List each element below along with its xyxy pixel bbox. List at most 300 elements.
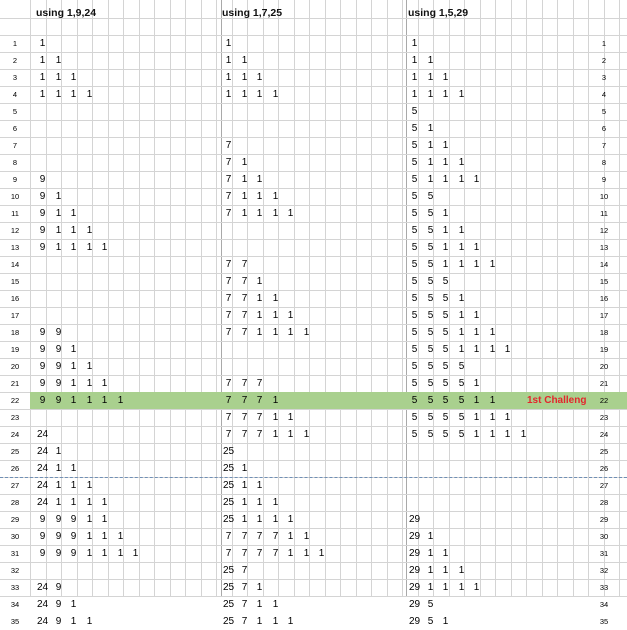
cell-value: 1 <box>272 616 279 627</box>
row-number: 19 <box>599 345 609 354</box>
cell-value: 1 <box>256 208 263 219</box>
cell-value: 5 <box>442 429 449 440</box>
cell-value: 9 <box>39 395 46 406</box>
cell-value: 1 <box>458 344 465 355</box>
grid-line <box>216 0 217 597</box>
row-number: 23 <box>10 413 20 422</box>
row-number: 28 <box>599 498 609 507</box>
cell-value: 9 <box>39 208 46 219</box>
row-number: 34 <box>599 600 609 609</box>
cell-value: 1 <box>427 548 434 559</box>
cell-value: 1 <box>427 157 434 168</box>
cell-value: 1 <box>225 38 232 49</box>
grid-line <box>0 273 627 274</box>
row-number: 7 <box>12 141 18 150</box>
row-number: 27 <box>599 481 609 490</box>
cell-value: 5 <box>427 378 434 389</box>
row-number: 33 <box>599 583 609 592</box>
cell-value: 5 <box>442 327 449 338</box>
cell-value: 1 <box>55 242 62 253</box>
cell-value: 1 <box>442 72 449 83</box>
cell-value: 1 <box>303 531 310 542</box>
cell-value: 5 <box>411 395 418 406</box>
cell-value: 9 <box>39 225 46 236</box>
cell-value: 7 <box>225 259 232 270</box>
cell-value: 9 <box>39 531 46 542</box>
cell-value: 1 <box>272 514 279 525</box>
row-number: 35 <box>10 617 20 626</box>
cell-value: 7 <box>225 174 232 185</box>
cell-value: 1 <box>287 327 294 338</box>
cell-value: 1 <box>55 208 62 219</box>
cell-value: 5 <box>427 191 434 202</box>
cell-value: 1 <box>256 174 263 185</box>
cell-value: 7 <box>256 395 263 406</box>
cell-value: 7 <box>241 429 248 440</box>
row-number: 24 <box>599 430 609 439</box>
cell-value: 1 <box>256 89 263 100</box>
row-number: 34 <box>10 600 20 609</box>
grid-line <box>588 0 589 597</box>
cell-value: 7 <box>241 378 248 389</box>
cell-value: 9 <box>39 242 46 253</box>
cell-value: 5 <box>411 191 418 202</box>
cell-value: 1 <box>55 480 62 491</box>
grid-line <box>619 0 620 597</box>
cell-value: 5 <box>427 310 434 321</box>
cell-value: 9 <box>39 361 46 372</box>
cell-value: 5 <box>427 361 434 372</box>
grid-line <box>0 307 627 308</box>
grid-line <box>0 120 627 121</box>
row-number: 20 <box>599 362 609 371</box>
row-number: 5 <box>12 107 18 116</box>
grid-line <box>0 35 627 36</box>
cell-value: 1 <box>70 242 77 253</box>
cell-value: 1 <box>473 259 480 270</box>
cell-value: 1 <box>458 157 465 168</box>
cell-value: 5 <box>442 361 449 372</box>
row-number: 31 <box>10 549 20 558</box>
cell-value: 1 <box>256 293 263 304</box>
row-number: 25 <box>599 447 609 456</box>
cell-value: 29 <box>408 548 421 559</box>
cell-value: 25 <box>222 514 235 525</box>
grid-line <box>480 0 481 597</box>
cell-value: 1 <box>272 293 279 304</box>
cell-value: 5 <box>442 293 449 304</box>
cell-value: 1 <box>225 55 232 66</box>
row-number: 3 <box>601 73 607 82</box>
cell-value: 5 <box>427 327 434 338</box>
cell-value: 1 <box>256 191 263 202</box>
cell-value: 1 <box>70 463 77 474</box>
cell-value: 1 <box>458 89 465 100</box>
cell-value: 1 <box>70 89 77 100</box>
grid-line <box>511 0 512 597</box>
grid-line <box>542 0 543 597</box>
cell-value: 1 <box>70 480 77 491</box>
cell-value: 5 <box>411 157 418 168</box>
cell-value: 1 <box>86 531 93 542</box>
cell-value: 1 <box>256 497 263 508</box>
cell-value: 5 <box>427 242 434 253</box>
cell-value: 1 <box>70 72 77 83</box>
cell-value: 5 <box>411 344 418 355</box>
row-number: 18 <box>599 328 609 337</box>
cell-value: 7 <box>225 293 232 304</box>
cell-value: 1 <box>86 480 93 491</box>
row-number: 19 <box>10 345 20 354</box>
cell-value: 1 <box>272 327 279 338</box>
cell-value: 1 <box>241 157 248 168</box>
cell-value: 1 <box>473 327 480 338</box>
cell-value: 5 <box>442 412 449 423</box>
row-number: 21 <box>10 379 20 388</box>
cell-value: 1 <box>256 72 263 83</box>
grid-line <box>573 0 574 597</box>
grid-line <box>371 0 372 597</box>
cell-value: 1 <box>287 548 294 559</box>
cell-value: 5 <box>458 412 465 423</box>
cell-value: 5 <box>427 429 434 440</box>
cell-value: 1 <box>287 412 294 423</box>
cell-value: 7 <box>225 157 232 168</box>
cell-value: 7 <box>225 531 232 542</box>
cell-value: 1 <box>489 327 496 338</box>
cell-value: 7 <box>225 395 232 406</box>
cell-value: 9 <box>39 344 46 355</box>
cell-value: 25 <box>222 446 235 457</box>
cell-value: 5 <box>458 429 465 440</box>
cell-value: 1 <box>411 55 418 66</box>
cell-value: 7 <box>225 208 232 219</box>
cell-value: 7 <box>272 531 279 542</box>
grid-line <box>495 0 496 597</box>
cell-value: 7 <box>241 310 248 321</box>
cell-value: 1 <box>427 565 434 576</box>
cell-value: 1 <box>70 497 77 508</box>
cell-value: 7 <box>225 276 232 287</box>
row-number: 16 <box>10 294 20 303</box>
grid-line <box>356 0 357 597</box>
cell-value: 1 <box>55 191 62 202</box>
cell-value: 5 <box>411 378 418 389</box>
cell-value: 7 <box>225 548 232 559</box>
cell-value: 7 <box>256 429 263 440</box>
cell-value: 9 <box>55 616 62 627</box>
cell-value: 1 <box>489 412 496 423</box>
cell-value: 1 <box>473 429 480 440</box>
cell-value: 1 <box>55 497 62 508</box>
cell-value: 1 <box>303 548 310 559</box>
row-number: 14 <box>10 260 20 269</box>
grid-line <box>0 205 627 206</box>
cell-value: 1 <box>458 259 465 270</box>
grid-line <box>309 0 310 597</box>
cell-value: 1 <box>86 242 93 253</box>
cell-value: 1 <box>442 582 449 593</box>
row-number: 24 <box>10 430 20 439</box>
cell-value: 1 <box>473 395 480 406</box>
row-number: 1 <box>12 39 18 48</box>
cell-value: 5 <box>427 208 434 219</box>
row-number: 6 <box>601 124 607 133</box>
cell-value: 1 <box>442 174 449 185</box>
cell-value: 1 <box>287 616 294 627</box>
cell-value: 1 <box>241 191 248 202</box>
cell-value: 29 <box>408 616 421 627</box>
cell-value: 1 <box>101 514 108 525</box>
cell-value: 1 <box>287 310 294 321</box>
cell-value: 7 <box>241 327 248 338</box>
cell-value: 1 <box>86 548 93 559</box>
cell-value: 7 <box>241 599 248 610</box>
row-number: 3 <box>12 73 18 82</box>
cell-value: 24 <box>36 429 49 440</box>
cell-value: 5 <box>427 225 434 236</box>
cell-value: 1 <box>101 548 108 559</box>
cell-value: 1 <box>458 225 465 236</box>
row-number: 22 <box>10 396 20 405</box>
cell-value: 7 <box>225 140 232 151</box>
row-number: 26 <box>599 464 609 473</box>
cell-value: 1 <box>272 208 279 219</box>
cell-value: 9 <box>55 395 62 406</box>
cell-value: 7 <box>225 412 232 423</box>
cell-value: 7 <box>272 548 279 559</box>
cell-value: 24 <box>36 616 49 627</box>
cell-value: 5 <box>442 276 449 287</box>
row-number: 12 <box>599 226 609 235</box>
cell-value: 24 <box>36 463 49 474</box>
cell-value: 9 <box>55 531 62 542</box>
cell-value: 7 <box>256 531 263 542</box>
cell-value: 1 <box>256 514 263 525</box>
grid-line <box>557 0 558 597</box>
cell-value: 5 <box>411 123 418 134</box>
cell-value: 1 <box>86 378 93 389</box>
cell-value: 1 <box>241 89 248 100</box>
cell-value: 1 <box>473 310 480 321</box>
cell-value: 25 <box>222 463 235 474</box>
cell-value: 1 <box>458 310 465 321</box>
cell-value: 7 <box>225 327 232 338</box>
row-number: 15 <box>599 277 609 286</box>
cell-value: 1 <box>272 599 279 610</box>
cell-value: 5 <box>411 208 418 219</box>
cell-value: 1 <box>256 276 263 287</box>
cell-value: 1 <box>287 429 294 440</box>
cell-value: 1 <box>504 344 511 355</box>
row-number: 10 <box>599 192 609 201</box>
cell-value: 1 <box>504 412 511 423</box>
cell-value: 5 <box>427 344 434 355</box>
row-number: 26 <box>10 464 20 473</box>
cell-value: 1 <box>55 55 62 66</box>
grid-line <box>0 137 627 138</box>
cell-value: 1 <box>458 327 465 338</box>
group-header: using 1,7,25 <box>222 7 283 19</box>
row-number: 8 <box>601 158 607 167</box>
cell-value: 1 <box>442 242 449 253</box>
cell-value: 1 <box>442 140 449 151</box>
cell-value: 1 <box>86 514 93 525</box>
cell-value: 7 <box>241 412 248 423</box>
group-header: using 1,9,24 <box>36 7 97 19</box>
cell-value: 1 <box>458 293 465 304</box>
cell-value: 1 <box>70 395 77 406</box>
cell-value: 9 <box>55 599 62 610</box>
cell-value: 5 <box>427 276 434 287</box>
cell-value: 1 <box>117 395 124 406</box>
grid-line <box>0 154 627 155</box>
cell-value: 1 <box>256 616 263 627</box>
cell-value: 9 <box>55 344 62 355</box>
cell-value: 1 <box>272 89 279 100</box>
cell-value: 1 <box>117 531 124 542</box>
cell-value: 1 <box>287 531 294 542</box>
cell-value: 1 <box>427 531 434 542</box>
cell-value: 5 <box>411 276 418 287</box>
grid-line <box>325 0 326 597</box>
grid-line <box>0 69 627 70</box>
grid-line <box>340 0 341 597</box>
grid-line <box>30 0 31 597</box>
cell-value: 25 <box>222 582 235 593</box>
cell-value: 1 <box>427 123 434 134</box>
row-number: 23 <box>599 413 609 422</box>
cell-value: 1 <box>55 89 62 100</box>
row-number: 21 <box>599 379 609 388</box>
cell-value: 25 <box>222 565 235 576</box>
cell-value: 7 <box>256 548 263 559</box>
cell-value: 1 <box>117 548 124 559</box>
cell-value: 5 <box>411 242 418 253</box>
cell-value: 1 <box>473 242 480 253</box>
cell-value: 1 <box>287 514 294 525</box>
cell-value: 9 <box>55 378 62 389</box>
cell-value: 1 <box>39 72 46 83</box>
cell-value: 9 <box>70 514 77 525</box>
row-number: 4 <box>601 90 607 99</box>
cell-value: 1 <box>442 565 449 576</box>
grid-line <box>123 0 124 597</box>
cell-value: 5 <box>427 259 434 270</box>
cell-value: 9 <box>55 327 62 338</box>
cell-value: 5 <box>442 344 449 355</box>
cell-value: 1 <box>55 463 62 474</box>
grid-line <box>0 409 627 410</box>
cell-value: 5 <box>411 327 418 338</box>
row-number: 31 <box>599 549 609 558</box>
row-number: 17 <box>10 311 20 320</box>
cell-value: 5 <box>442 395 449 406</box>
cell-value: 9 <box>70 548 77 559</box>
cell-value: 1 <box>256 480 263 491</box>
cell-value: 1 <box>39 89 46 100</box>
row-number: 15 <box>10 277 20 286</box>
cell-value: 9 <box>70 531 77 542</box>
cell-value: 7 <box>256 412 263 423</box>
cell-value: 1 <box>489 429 496 440</box>
cell-value: 1 <box>442 259 449 270</box>
cell-value: 1 <box>241 208 248 219</box>
cell-value: 5 <box>442 310 449 321</box>
cell-value: 1 <box>241 463 248 474</box>
cell-value: 5 <box>411 293 418 304</box>
cell-value: 5 <box>427 412 434 423</box>
grid-line <box>201 0 202 597</box>
cell-value: 7 <box>241 616 248 627</box>
cell-value: 5 <box>411 412 418 423</box>
cell-value: 25 <box>222 616 235 627</box>
row-number: 35 <box>599 617 609 626</box>
cell-value: 1 <box>256 327 263 338</box>
grid-line <box>0 52 627 53</box>
cell-value: 9 <box>39 378 46 389</box>
row-number: 32 <box>10 566 20 575</box>
cell-value: 1 <box>241 55 248 66</box>
cell-value: 5 <box>411 106 418 117</box>
cell-value: 1 <box>70 361 77 372</box>
row-number: 27 <box>10 481 20 490</box>
cell-value: 1 <box>427 72 434 83</box>
cell-value: 9 <box>39 514 46 525</box>
cell-value: 1 <box>411 89 418 100</box>
cell-value: 5 <box>411 361 418 372</box>
cell-value: 1 <box>86 361 93 372</box>
row-number: 16 <box>599 294 609 303</box>
cell-value: 7 <box>241 531 248 542</box>
cell-value: 29 <box>408 582 421 593</box>
cell-value: 1 <box>272 191 279 202</box>
row-number: 25 <box>10 447 20 456</box>
cell-value: 5 <box>411 259 418 270</box>
cell-value: 29 <box>408 599 421 610</box>
row-number: 13 <box>599 243 609 252</box>
cell-value: 1 <box>39 55 46 66</box>
cell-value: 1 <box>427 55 434 66</box>
cell-value: 1 <box>225 72 232 83</box>
challenge-note: 1st Challeng <box>527 395 587 406</box>
cell-value: 1 <box>101 395 108 406</box>
cell-value: 1 <box>458 582 465 593</box>
cell-value: 1 <box>225 89 232 100</box>
row-number: 9 <box>601 175 607 184</box>
cell-value: 1 <box>473 582 480 593</box>
cell-value: 1 <box>256 582 263 593</box>
cell-value: 1 <box>458 565 465 576</box>
cell-value: 1 <box>427 582 434 593</box>
cell-value: 1 <box>489 395 496 406</box>
cell-value: 1 <box>241 174 248 185</box>
row-number: 11 <box>11 209 19 218</box>
row-number: 7 <box>601 141 607 150</box>
cell-value: 1 <box>70 599 77 610</box>
cell-value: 9 <box>39 174 46 185</box>
row-number: 12 <box>10 226 20 235</box>
row-number: 22 <box>599 396 609 405</box>
grid-line <box>154 0 155 597</box>
cell-value: 1 <box>520 429 527 440</box>
cell-value: 1 <box>458 242 465 253</box>
cell-value: 1 <box>86 616 93 627</box>
cell-value: 1 <box>70 616 77 627</box>
cell-value: 5 <box>427 616 434 627</box>
row-number: 29 <box>599 515 609 524</box>
cell-value: 5 <box>411 140 418 151</box>
